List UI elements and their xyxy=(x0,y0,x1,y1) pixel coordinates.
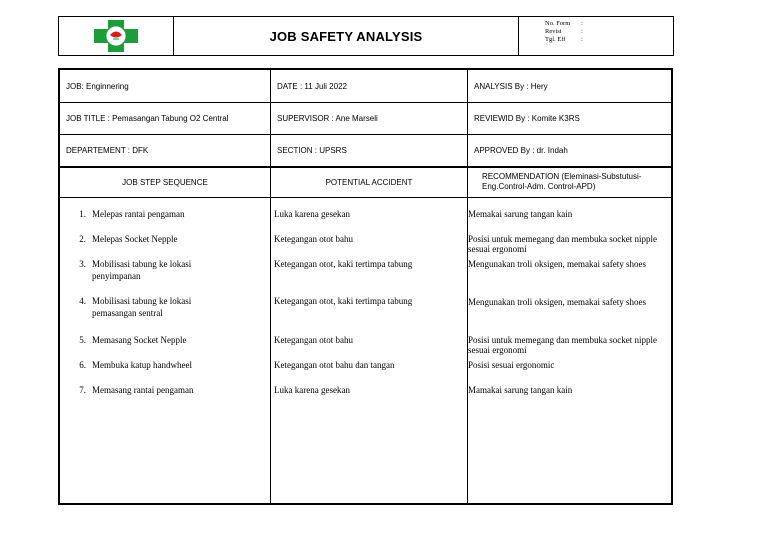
column-header-accident: POTENTIAL ACCIDENT xyxy=(271,167,468,197)
table-row-step xyxy=(60,334,271,346)
meta-label: Revisi xyxy=(545,28,562,35)
meta-row-form xyxy=(545,20,673,28)
recommendation-text: Posisi untuk memegang dan membuka socket nipple sesuai ergonomi xyxy=(468,234,657,254)
supervisor-field: SUPERVISOR : Ane Marseli xyxy=(271,102,468,134)
accident-column xyxy=(271,198,468,503)
job-field: JOB: Enginnering xyxy=(60,70,271,102)
accident-text: Ketegangan otot bahu dan tangan xyxy=(274,360,395,370)
date-field: DATE : 11 Juli 2022 xyxy=(271,70,468,102)
step-text: Memasang rantai pengaman xyxy=(92,385,194,395)
step-number: 3. xyxy=(79,259,86,269)
recommendation-text: Posisi untuk memegang dan membuka socket nipple sesuai ergonomi xyxy=(468,335,657,355)
step-text: Melepas Socket Nepple xyxy=(92,234,178,244)
step-text: Melepas rantai pengaman xyxy=(92,209,185,219)
accident-text: Luka karena gesekan xyxy=(274,385,350,395)
meta-value: : xyxy=(581,36,583,43)
step-text: Mobilisasi tabung ke lokasi penyimpanan xyxy=(92,259,192,281)
step-number: 4. xyxy=(79,296,86,306)
accident-text: Ketegangan otot bahu xyxy=(274,234,353,244)
meta-row-revisi xyxy=(545,28,673,36)
meta-label: No. Form xyxy=(545,20,571,27)
step-text: Memasang Socket Nepple xyxy=(92,335,187,345)
page-title: JOB SAFETY ANALYSIS xyxy=(174,17,519,55)
steps-column xyxy=(60,198,271,503)
column-header-step: JOB STEP SEQUENCE xyxy=(60,167,271,197)
table-row-step xyxy=(60,258,271,282)
recommendation-text: Memakai sarung tangan kain xyxy=(468,209,573,219)
step-text: Membuka katup handwheel xyxy=(92,360,192,370)
jsa-table xyxy=(58,68,673,505)
recommendation-text: Mengunakan troli oksigen, memakai safety shoes xyxy=(468,297,646,307)
table-row-step xyxy=(60,384,271,396)
accident-text: Ketegangan otot, kaki tertimpa tabung xyxy=(274,296,413,306)
accident-text: Ketegangan otot, kaki tertimpa tabung xyxy=(274,259,413,269)
column-header-row xyxy=(60,167,671,198)
hospital-cross-logo-icon xyxy=(94,20,138,52)
step-number: 6. xyxy=(79,360,86,370)
meta-value: : xyxy=(581,20,583,27)
info-row-3 xyxy=(60,134,671,168)
step-number: 5. xyxy=(79,335,86,345)
step-number: 1. xyxy=(79,209,86,219)
department-field: DEPARTEMENT : DFK xyxy=(60,134,271,166)
accident-text: Ketegangan otot bahu xyxy=(274,335,353,345)
meta-value: : xyxy=(581,28,583,35)
table-body xyxy=(60,198,671,503)
meta-row-tgl-eff xyxy=(545,36,673,44)
section-field: SECTION : UPSRS xyxy=(271,134,468,166)
recommendation-text: Mamakai sarung tangan kain xyxy=(468,385,573,395)
step-text: Mobilisasi tabung ke lokasi pemasangan sentral xyxy=(92,296,192,318)
document-header xyxy=(58,16,674,56)
step-number: 2. xyxy=(79,234,86,244)
meta-label: Tgl. Eff xyxy=(545,36,566,43)
table-row-step xyxy=(60,208,271,220)
reviewed-by-field: REVIEWID By : Komite K3RS xyxy=(474,113,580,123)
table-row-step xyxy=(60,233,271,245)
info-row-1 xyxy=(60,70,671,103)
accident-text: Luka karena gesekan xyxy=(274,209,350,219)
job-title-field: JOB TITLE : Pemasangan Tabung O2 Central xyxy=(60,102,271,134)
table-row-step xyxy=(60,295,271,319)
approved-by-field: APPROVED By : dr. Indah xyxy=(474,145,568,155)
column-header-recommendation: RECOMMENDATION (Eleminasi-Substutusi-Eng.Control-Adm. Control-APD) xyxy=(482,172,642,191)
recommendation-text: Posisi sesuai ergonomic xyxy=(468,360,555,370)
analysis-by-field: ANALYSIS By : Hery xyxy=(474,81,548,91)
step-number: 7. xyxy=(79,385,86,395)
form-meta xyxy=(519,17,673,55)
logo-cell xyxy=(59,17,174,55)
recommendation-text: Mengunakan troli oksigen, memakai safety shoes xyxy=(468,259,646,269)
table-row-step xyxy=(60,359,271,371)
recommendation-column xyxy=(468,198,671,503)
info-row-2 xyxy=(60,102,671,135)
